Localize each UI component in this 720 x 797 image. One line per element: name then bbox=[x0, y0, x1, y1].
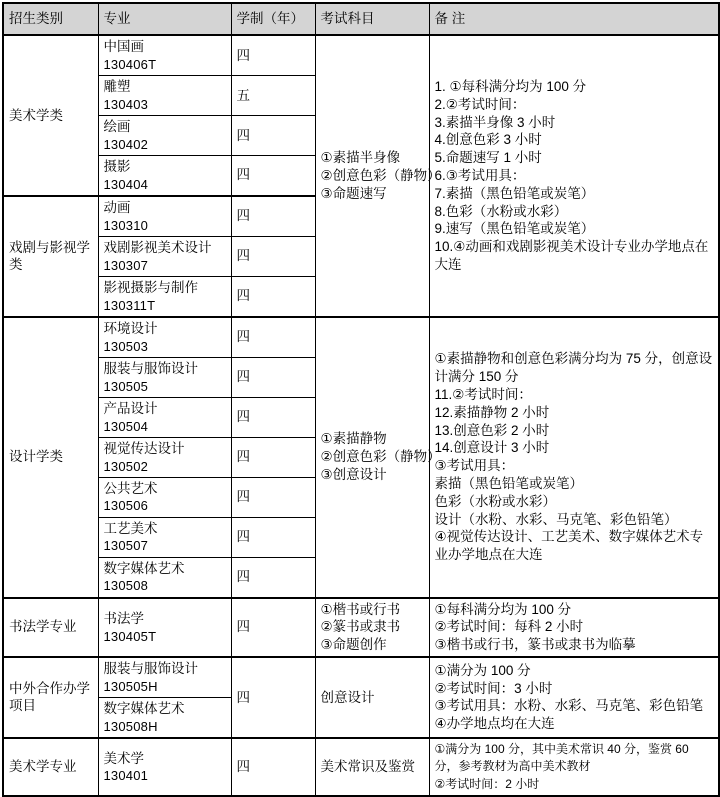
major-name: 产品设计 bbox=[103, 400, 158, 416]
cell-remarks-line: ①满分为 100 分，其中美术常识 40 分，鉴赏 60 分，参考教材为高中美术教材 bbox=[434, 741, 689, 774]
cell-years: 四 bbox=[231, 517, 315, 557]
cell-years: 四 bbox=[231, 35, 315, 75]
cell-remarks-line: 7.素描（黑色铅笔或炭笔） bbox=[434, 185, 595, 201]
major-name: 动画 bbox=[103, 199, 131, 215]
cell-remarks-line: ①每科满分均为 100 分 bbox=[434, 601, 572, 617]
cell-remarks-line: ②考试时间：每科 2 小时 bbox=[434, 619, 584, 635]
cell-remarks-line: 设计（水粉、水彩、马克笔、彩色铅笔） bbox=[434, 511, 678, 527]
header-row bbox=[3, 3, 719, 35]
major-code: 130508 bbox=[103, 578, 149, 594]
cell-remarks-line: 12.素描静物 2 小时 bbox=[434, 404, 550, 420]
cell-exam-subjects-line: ②创意色彩（静物） bbox=[320, 167, 441, 183]
cell-major bbox=[98, 477, 231, 517]
cell-exam-subjects-line: ③命题创作 bbox=[320, 637, 387, 653]
cell-category: 戏剧与影视学类 bbox=[3, 196, 98, 317]
cell-years: 四 bbox=[231, 155, 315, 195]
cell-years: 四 bbox=[231, 115, 315, 155]
cell-years: 四 bbox=[231, 437, 315, 477]
cell-remarks-line: ③楷书或行书，篆书或隶书为临摹 bbox=[434, 637, 636, 653]
cell-years: 四 bbox=[231, 477, 315, 517]
cell-category: 美术学专业 bbox=[3, 738, 98, 796]
cell-years: 四 bbox=[231, 236, 315, 276]
cell-remarks-line: ①素描静物和创意色彩满分均为 75 分，创意设计满分 150 分 bbox=[434, 351, 713, 385]
cell-remarks-line: 1. ①每科满分均为 100 分 bbox=[434, 78, 587, 94]
major-code: 130507 bbox=[103, 538, 149, 554]
cell-major bbox=[98, 397, 231, 437]
major-name: 书法学 bbox=[103, 610, 144, 626]
cell-category: 书法学专业 bbox=[3, 598, 98, 657]
cell-years: 四 bbox=[231, 557, 315, 597]
major-name: 视觉传达设计 bbox=[103, 440, 185, 456]
cell-category: 中外合作办学项目 bbox=[3, 657, 98, 738]
major-code: 130310 bbox=[103, 217, 149, 233]
cell-years: 四 bbox=[231, 598, 315, 657]
major-name: 数字媒体艺术 bbox=[103, 700, 185, 716]
cell-major bbox=[98, 236, 231, 276]
cell-remarks-line: 14.创意设计 3 小时 bbox=[434, 440, 550, 456]
cell-remarks-line: ①满分为 100 分 bbox=[434, 662, 531, 678]
major-code: 130401 bbox=[103, 768, 149, 784]
cell-years: 四 bbox=[231, 738, 315, 796]
cell-major bbox=[98, 437, 231, 477]
cell-major bbox=[98, 115, 231, 155]
cell-remarks bbox=[429, 657, 719, 738]
major-name: 戏剧影视美术设计 bbox=[103, 239, 212, 255]
cell-years: 四 bbox=[231, 657, 315, 738]
cell-exam-subjects bbox=[315, 738, 429, 796]
cell-remarks-line: 11.②考试时间： bbox=[434, 386, 532, 402]
cell-remarks-line: 13.创意色彩 2 小时 bbox=[434, 422, 550, 438]
cell-major bbox=[98, 697, 231, 737]
major-code: 130508H bbox=[103, 718, 158, 734]
cell-exam-subjects-line: 美术常识及鉴赏 bbox=[320, 759, 415, 775]
cell-remarks-line: 5.命题速写 1 小时 bbox=[434, 150, 542, 166]
cell-remarks-line: 10.④动画和戏剧影视美术设计专业办学地点在大连 bbox=[434, 239, 709, 273]
cell-remarks-line: 色彩（水粉或水彩） bbox=[434, 493, 556, 509]
table-row bbox=[3, 657, 719, 697]
cell-remarks bbox=[429, 35, 719, 317]
admissions-program-table bbox=[2, 2, 720, 797]
header-years: 学制（年） bbox=[231, 3, 315, 35]
cell-major bbox=[98, 738, 231, 796]
cell-remarks bbox=[429, 317, 719, 598]
cell-exam-subjects bbox=[315, 35, 441, 317]
major-name: 摄影 bbox=[103, 158, 131, 174]
major-code: 130406T bbox=[103, 56, 157, 72]
cell-exam-subjects-line: 创意设计 bbox=[320, 689, 375, 705]
cell-exam-subjects-line: ③命题速写 bbox=[320, 185, 387, 201]
major-name: 绘画 bbox=[103, 118, 131, 134]
cell-remarks-line: ③考试用具： bbox=[434, 458, 515, 474]
cell-remarks-line: 3.素描半身像 3 小时 bbox=[434, 114, 556, 130]
major-name: 影视摄影与制作 bbox=[103, 279, 198, 295]
table-body bbox=[3, 35, 719, 796]
major-name: 美术学 bbox=[103, 750, 144, 766]
cell-years: 四 bbox=[231, 357, 315, 397]
major-code: 130504 bbox=[103, 418, 149, 434]
cell-remarks-line: 6.③考试用具： bbox=[434, 167, 526, 183]
major-name: 工艺美术 bbox=[103, 520, 158, 536]
cell-exam-subjects-line: ①楷书或行书 bbox=[320, 601, 401, 617]
cell-years: 五 bbox=[231, 75, 315, 115]
cell-exam-subjects bbox=[315, 317, 441, 598]
cell-major bbox=[98, 196, 231, 236]
header-major: 专业 bbox=[98, 3, 231, 35]
cell-major bbox=[98, 557, 231, 597]
cell-remarks-line: ④视觉传达设计、工艺美术、数字媒体艺术专业办学地点在大连 bbox=[434, 529, 704, 563]
major-code: 130404 bbox=[103, 176, 149, 192]
major-name: 环境设计 bbox=[103, 320, 158, 336]
table-row bbox=[3, 738, 719, 796]
cell-years: 四 bbox=[231, 196, 315, 236]
cell-remarks-line: 素描（黑色铅笔或炭笔） bbox=[434, 475, 583, 491]
cell-remarks-line: 2.②考试时间： bbox=[434, 96, 526, 112]
major-code: 130403 bbox=[103, 96, 149, 112]
cell-remarks-line: ④办学地点均在大连 bbox=[434, 716, 555, 732]
major-name: 服装与服饰设计 bbox=[103, 360, 198, 376]
cell-remarks-line: ②考试时间：2 小时 bbox=[434, 776, 540, 791]
cell-remarks-line: ③考试用具：水粉、水彩、马克笔、彩色铅笔 bbox=[434, 698, 704, 714]
major-name: 中国画 bbox=[103, 39, 144, 54]
table-row bbox=[3, 598, 719, 657]
cell-remarks bbox=[429, 738, 719, 796]
cell-remarks bbox=[429, 598, 719, 657]
cell-major bbox=[98, 517, 231, 557]
cell-major bbox=[98, 657, 231, 697]
major-name: 服装与服饰设计 bbox=[103, 661, 198, 676]
header-remarks: 备 注 bbox=[429, 3, 719, 35]
cell-remarks-line: ②考试时间：3 小时 bbox=[434, 680, 553, 696]
cell-years: 四 bbox=[231, 317, 315, 357]
cell-remarks-line: 8.色彩（水粉或水彩） bbox=[434, 203, 568, 219]
major-code: 130502 bbox=[103, 458, 149, 474]
table-header bbox=[3, 3, 719, 35]
header-exam-subjects: 考试科目 bbox=[315, 3, 429, 35]
major-code: 130506 bbox=[103, 498, 149, 514]
major-name: 公共艺术 bbox=[103, 480, 158, 496]
cell-major bbox=[98, 75, 231, 115]
cell-exam-subjects-line: ①素描半身像 bbox=[320, 150, 401, 166]
cell-major bbox=[98, 35, 231, 75]
cell-major bbox=[98, 357, 231, 397]
table-row bbox=[3, 317, 719, 357]
cell-category: 设计学类 bbox=[3, 317, 98, 598]
major-name: 数字媒体艺术 bbox=[103, 560, 185, 576]
cell-years: 四 bbox=[231, 397, 315, 437]
major-code: 130505H bbox=[103, 678, 158, 694]
major-name: 雕塑 bbox=[103, 78, 131, 94]
major-code: 130503 bbox=[103, 338, 149, 354]
header-category: 招生类别 bbox=[3, 3, 98, 35]
cell-remarks-line: 4.创意色彩 3 小时 bbox=[434, 132, 542, 148]
major-code: 130311T bbox=[103, 297, 156, 313]
cell-remarks-line: 9.速写（黑色铅笔或炭笔） bbox=[434, 221, 595, 237]
cell-major bbox=[98, 276, 231, 316]
major-code: 130505 bbox=[103, 378, 149, 394]
table-row bbox=[3, 35, 719, 75]
cell-years: 四 bbox=[231, 276, 315, 316]
cell-major bbox=[98, 317, 231, 357]
cell-exam-subjects-line: ③创意设计 bbox=[320, 467, 387, 483]
cell-exam-subjects-line: ①素描静物 bbox=[320, 431, 387, 447]
cell-exam-subjects bbox=[315, 657, 429, 738]
cell-exam-subjects bbox=[315, 598, 429, 657]
major-code: 130405T bbox=[103, 628, 157, 644]
cell-exam-subjects-line: ②创意色彩（静物） bbox=[320, 449, 441, 465]
cell-major bbox=[98, 598, 231, 657]
major-code: 130307 bbox=[103, 257, 149, 273]
major-code: 130402 bbox=[103, 136, 149, 152]
cell-major bbox=[98, 155, 231, 195]
cell-exam-subjects-line: ②篆书或隶书 bbox=[320, 619, 401, 635]
cell-category: 美术学类 bbox=[3, 35, 98, 196]
